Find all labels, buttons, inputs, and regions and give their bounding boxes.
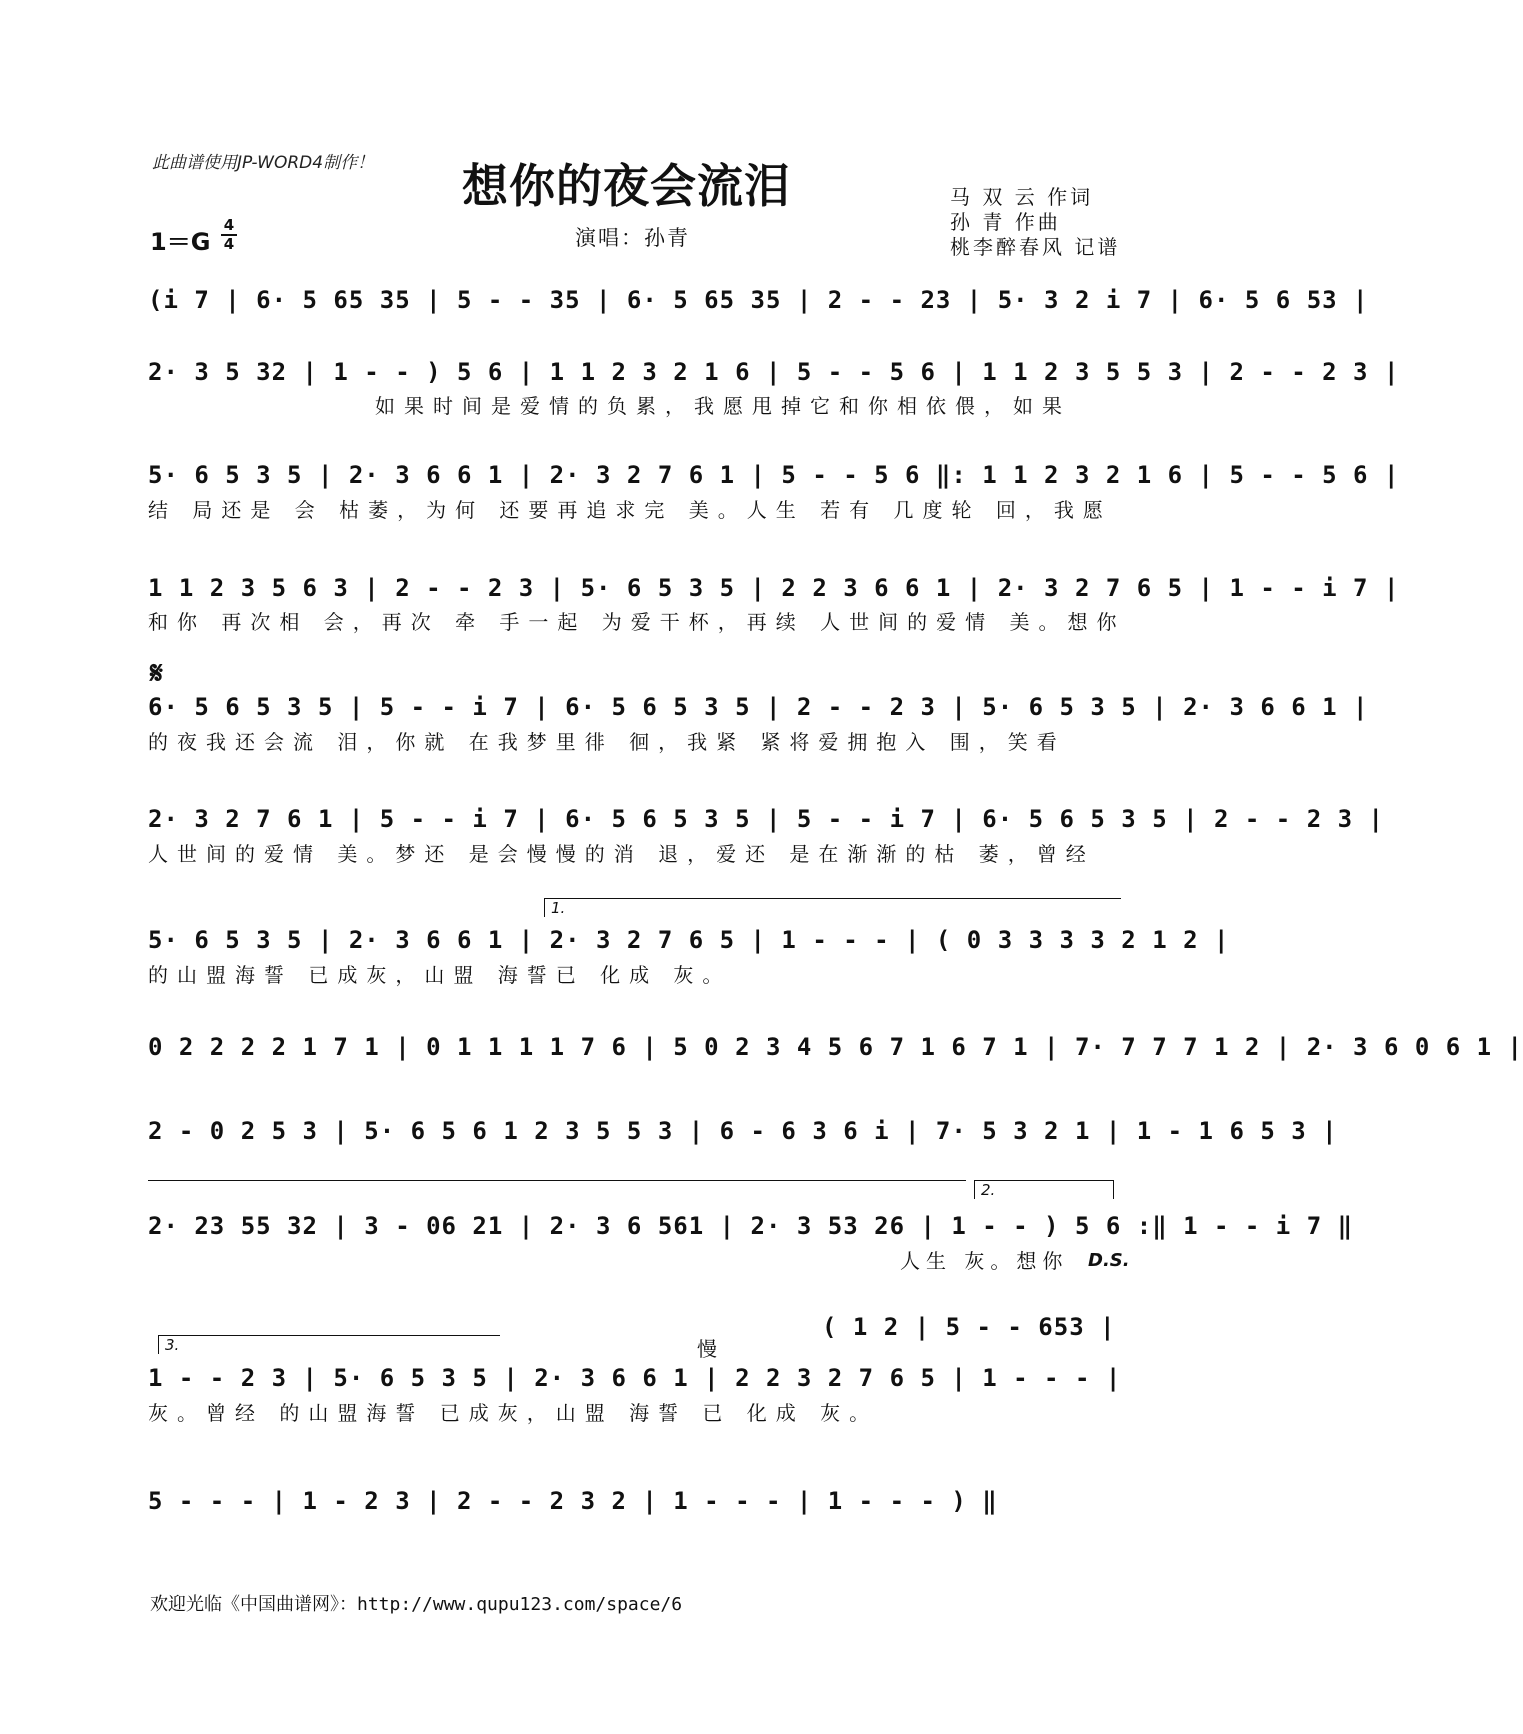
second-ending-bracket: 2.	[974, 1180, 1114, 1199]
notation-line-9: 2 - 0 2 5 3 | 5· 6 5 6 1 2 3 5 5 3 | 6 - 6 3 6 i | 7· 5 3 2 1 | 1 - 1 6 5 3 |	[148, 1117, 1338, 1145]
lyric-line-2: 如果时间是爱情的负累，我愿甩掉它和你相依偎，如果	[375, 394, 1071, 418]
notation-line-11: 1 - - 2 3 | 5· 6 5 3 5 | 2· 3 6 6 1 | 2 2 3 2 7 6 5 | 1 - - - |	[148, 1364, 1122, 1392]
footer-site-link: 欢迎光临《中国曲谱网》：http://www.qupu123.com/space/6	[150, 1594, 683, 1615]
lyric-line-3: 结 局还是 会 枯萎，为何 还要再追求完 美。人生 若有 几度轮 回，我愿	[148, 498, 1112, 522]
tempo-slow-mark: 慢	[697, 1337, 717, 1361]
time-denominator: 4	[223, 235, 235, 253]
notation-line-1: (i 7 | 6· 5 65 35 | 5 - - 35 | 6· 5 65 35 | 2 - - 23 | 5· 3 2 i 7 | 6· 5 6 53 |	[148, 286, 1369, 314]
lyric-line-4: 和你 再次相 会，再次 牵 手一起 为爱干杯，再续 人世间的爱情 美。想你	[148, 610, 1126, 634]
dal-segno-mark: D.S.	[1088, 1250, 1130, 1271]
notation-line-10: 2· 23 55 32 | 3 - 06 21 | 2· 3 6 561 | 2· 3 53 26 | 1 - - ) 5 6 :‖ 1 - - i 7 ‖	[148, 1212, 1354, 1240]
song-title: 想你的夜会流泪	[462, 159, 791, 213]
lyricist-credit: 马 双 云 作词	[950, 185, 1094, 209]
time-numerator: 4	[223, 216, 235, 234]
key-signature: 1＝G	[150, 228, 211, 256]
notation-line-7: 5· 6 5 3 5 | 2· 3 6 6 1 | 2· 3 2 7 6 5 | 1 - - - | ( 0 3 3 3 3 2 1 2 |	[148, 926, 1230, 954]
notation-line-6: 2· 3 2 7 6 1 | 5 - - i 7 | 6· 5 6 5 3 5 | 5 - - i 7 | 6· 5 6 5 3 5 | 2 - - 2 3 |	[148, 805, 1384, 833]
made-by-note: 此曲谱使用JP-WORD4制作！	[152, 153, 375, 173]
notation-line-2: 2· 3 5 32 | 1 - - ) 5 6 | 1 1 2 3 2 1 6 | 5 - - 5 6 | 1 1 2 3 5 5 3 | 2 - - 2 3 |	[148, 358, 1400, 386]
lyric-line-7: 的山盟海誓 已成灰，山盟 海誓已 化成 灰。	[148, 963, 732, 987]
first-ending-bracket: 1.	[544, 898, 1121, 917]
notation-line-12: 5 - - - | 1 - 2 3 | 2 - - 2 3 2 | 1 - - - | 1 - - - ) ‖	[148, 1487, 998, 1515]
repeat-span-line	[148, 1180, 966, 1181]
credits	[950, 185, 1120, 260]
composer-credit: 孙 青 作曲	[950, 210, 1061, 234]
third-ending-bracket: 3.	[158, 1335, 500, 1354]
transcriber-credit: 桃李醉春风 记谱	[950, 235, 1121, 259]
time-signature	[221, 218, 237, 252]
lyric-line-6: 人世间的爱情 美。梦还 是会慢慢的消 退，爱还 是在渐渐的枯 萎，曾经	[148, 842, 1095, 866]
notation-line-3: 5· 6 5 3 5 | 2· 3 6 6 1 | 2· 3 2 7 6 1 | 5 - - 5 6 ‖: 1 1 2 3 2 1 6 | 5 - - 5 6 |	[148, 461, 1400, 489]
lyric-line-10: 人生 灰。想你	[900, 1249, 1069, 1273]
notation-line-5: 6· 5 6 5 3 5 | 5 - - i 7 | 6· 5 6 5 3 5 | 2 - - 2 3 | 5· 6 5 3 5 | 2· 3 6 6 1 |	[148, 693, 1369, 721]
notation-line-4: 1 1 2 3 5 6 3 | 2 - - 2 3 | 5· 6 5 3 5 | 2 2 3 6 6 1 | 2· 3 2 7 6 5 | 1 - - i 7 |	[148, 574, 1400, 602]
instrumental-intro: ( 1 2 | 5 - - 653 |	[822, 1313, 1116, 1341]
notation-line-8: 0 2 2 2 2 1 7 1 | 0 1 1 1 1 7 6 | 5 0 2 3 4 5 6 7 1 6 7 1 | 7· 7 7 7 1 2 | 2· 3 6 0 6 1 |	[148, 1033, 1523, 1061]
lyric-line-11: 灰。曾经 的山盟海誓 已成灰，山盟 海誓 已 化成 灰。	[148, 1401, 879, 1425]
segno-sign: 𝄋	[150, 656, 163, 691]
lyric-line-5: 的夜我还会流 泪，你就 在我梦里徘 徊，我紧 紧将爱拥抱入 围，笑看	[148, 730, 1066, 754]
singer-credit: 演唱：孙青	[575, 226, 690, 250]
